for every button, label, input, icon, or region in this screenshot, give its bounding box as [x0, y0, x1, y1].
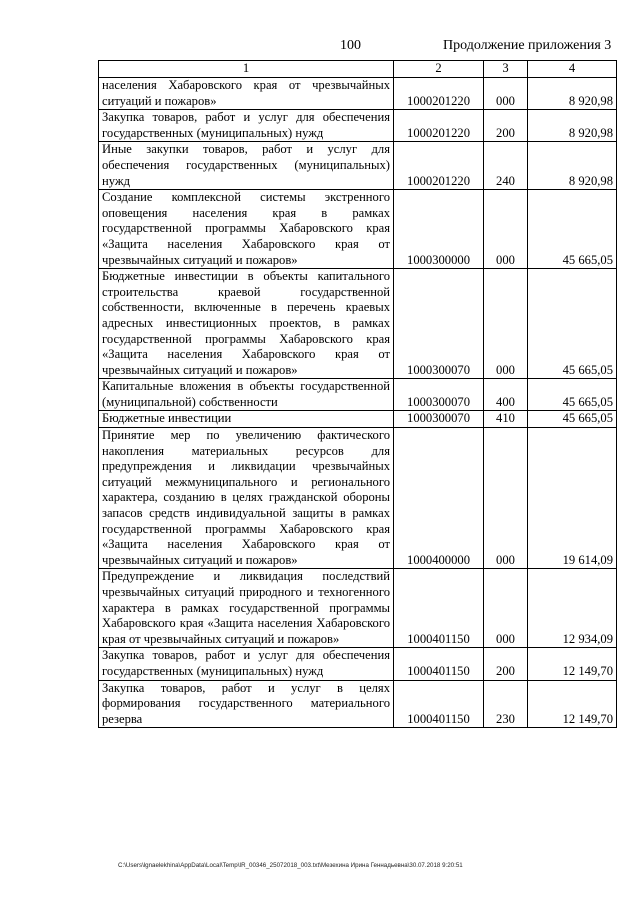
row-type: 200	[484, 648, 528, 680]
row-type: 400	[484, 379, 528, 411]
column-header: 2	[394, 61, 484, 78]
column-header: 3	[484, 61, 528, 78]
row-code: 1000300070	[394, 269, 484, 379]
row-code: 1000201220	[394, 142, 484, 190]
row-code: 1000300070	[394, 411, 484, 428]
row-code: 1000400000	[394, 428, 484, 569]
row-amount: 45 665,05	[528, 190, 617, 269]
table-row	[99, 142, 617, 190]
row-name: Иные закупки товаров, работ и услуг для обеспечения государственных (муниципальных) нужд	[99, 142, 394, 190]
row-code: 1000401150	[394, 648, 484, 680]
row-code: 1000401150	[394, 680, 484, 728]
row-type: 000	[484, 569, 528, 648]
row-name: Бюджетные инвестиции	[99, 411, 394, 428]
row-amount: 45 665,05	[528, 269, 617, 379]
column-header: 4	[528, 61, 617, 78]
table-row	[99, 569, 617, 648]
table-row	[99, 190, 617, 269]
row-code: 1000401150	[394, 569, 484, 648]
row-code: 1000300000	[394, 190, 484, 269]
table-row	[99, 269, 617, 379]
row-type: 410	[484, 411, 528, 428]
footer-file-path: C:\Users\lgnaelekhina\AppData\Local\Temp\IR_00346_25072018_003.txt\Мезехина Ирина Геннадьевна\30.07.2018 9:20:51	[118, 862, 463, 869]
row-amount: 12 149,70	[528, 680, 617, 728]
row-name: Бюджетные инвестиции в объекты капитального строительства краевой государственной собственности, включенные в перечень краевых адресных инвестиционных проектов, в рамках государственной программы Хабаровского края «Защита населения Хабаровского края от чрезвычайных ситуаций и пожаров»	[99, 269, 394, 379]
table-row	[99, 428, 617, 569]
row-amount: 19 614,09	[528, 428, 617, 569]
row-type: 000	[484, 190, 528, 269]
row-name: Принятие мер по увеличению фактического накопления материальных ресурсов для предупреждения и ликвидации чрезвычайных ситуаций межмуниципального и регионального характера, созданию в целях гражданской обороны запасов средств индивидуальной защиты в рамках государственной программы Хабаровского края «Защита населения Хабаровского края от чрезвычайных ситуаций и пожаров»	[99, 428, 394, 569]
row-type: 000	[484, 78, 528, 110]
row-name: Создание комплексной системы экстренного оповещения населения края в рамках государственной программы Хабаровского края «Защита населения Хабаровского края от чрезвычайных ситуаций и пожаров»	[99, 190, 394, 269]
row-name: Закупка товаров, работ и услуг для обеспечения государственных (муниципальных) нужд	[99, 648, 394, 680]
table-row	[99, 110, 617, 142]
table-row	[99, 379, 617, 411]
table-header-row	[99, 61, 617, 78]
row-name: населения Хабаровского края от чрезвычайных ситуаций и пожаров»	[99, 78, 394, 110]
row-code: 1000300070	[394, 379, 484, 411]
row-amount: 12 149,70	[528, 648, 617, 680]
row-code: 1000201220	[394, 110, 484, 142]
row-type: 000	[484, 428, 528, 569]
budget-table	[98, 60, 617, 728]
row-type: 240	[484, 142, 528, 190]
row-amount: 12 934,09	[528, 569, 617, 648]
row-amount: 8 920,98	[528, 110, 617, 142]
row-name: Капитальные вложения в объекты государственной (муниципальной) собственности	[99, 379, 394, 411]
row-type: 200	[484, 110, 528, 142]
column-header: 1	[99, 61, 394, 78]
table-row	[99, 411, 617, 428]
row-amount: 8 920,98	[528, 78, 617, 110]
continuation-label: Продолжение приложения 3	[443, 38, 612, 53]
table-row	[99, 648, 617, 680]
row-amount: 45 665,05	[528, 411, 617, 428]
row-name: Предупреждение и ликвидация последствий чрезвычайных ситуаций природного и техногенного характера в рамках государственной программы Хабаровского края «Защита населения Хабаровского края от чрезвычайных ситуаций и пожаров»	[99, 569, 394, 648]
row-name: Закупка товаров, работ и услуг для обеспечения государственных (муниципальных) нужд	[99, 110, 394, 142]
page-number: 100	[340, 38, 361, 53]
row-amount: 8 920,98	[528, 142, 617, 190]
row-type: 230	[484, 680, 528, 728]
table-row	[99, 78, 617, 110]
row-code: 1000201220	[394, 78, 484, 110]
table-row	[99, 680, 617, 728]
row-name: Закупка товаров, работ и услуг в целях формирования государственного материального резерва	[99, 680, 394, 728]
row-type: 000	[484, 269, 528, 379]
row-amount: 45 665,05	[528, 379, 617, 411]
